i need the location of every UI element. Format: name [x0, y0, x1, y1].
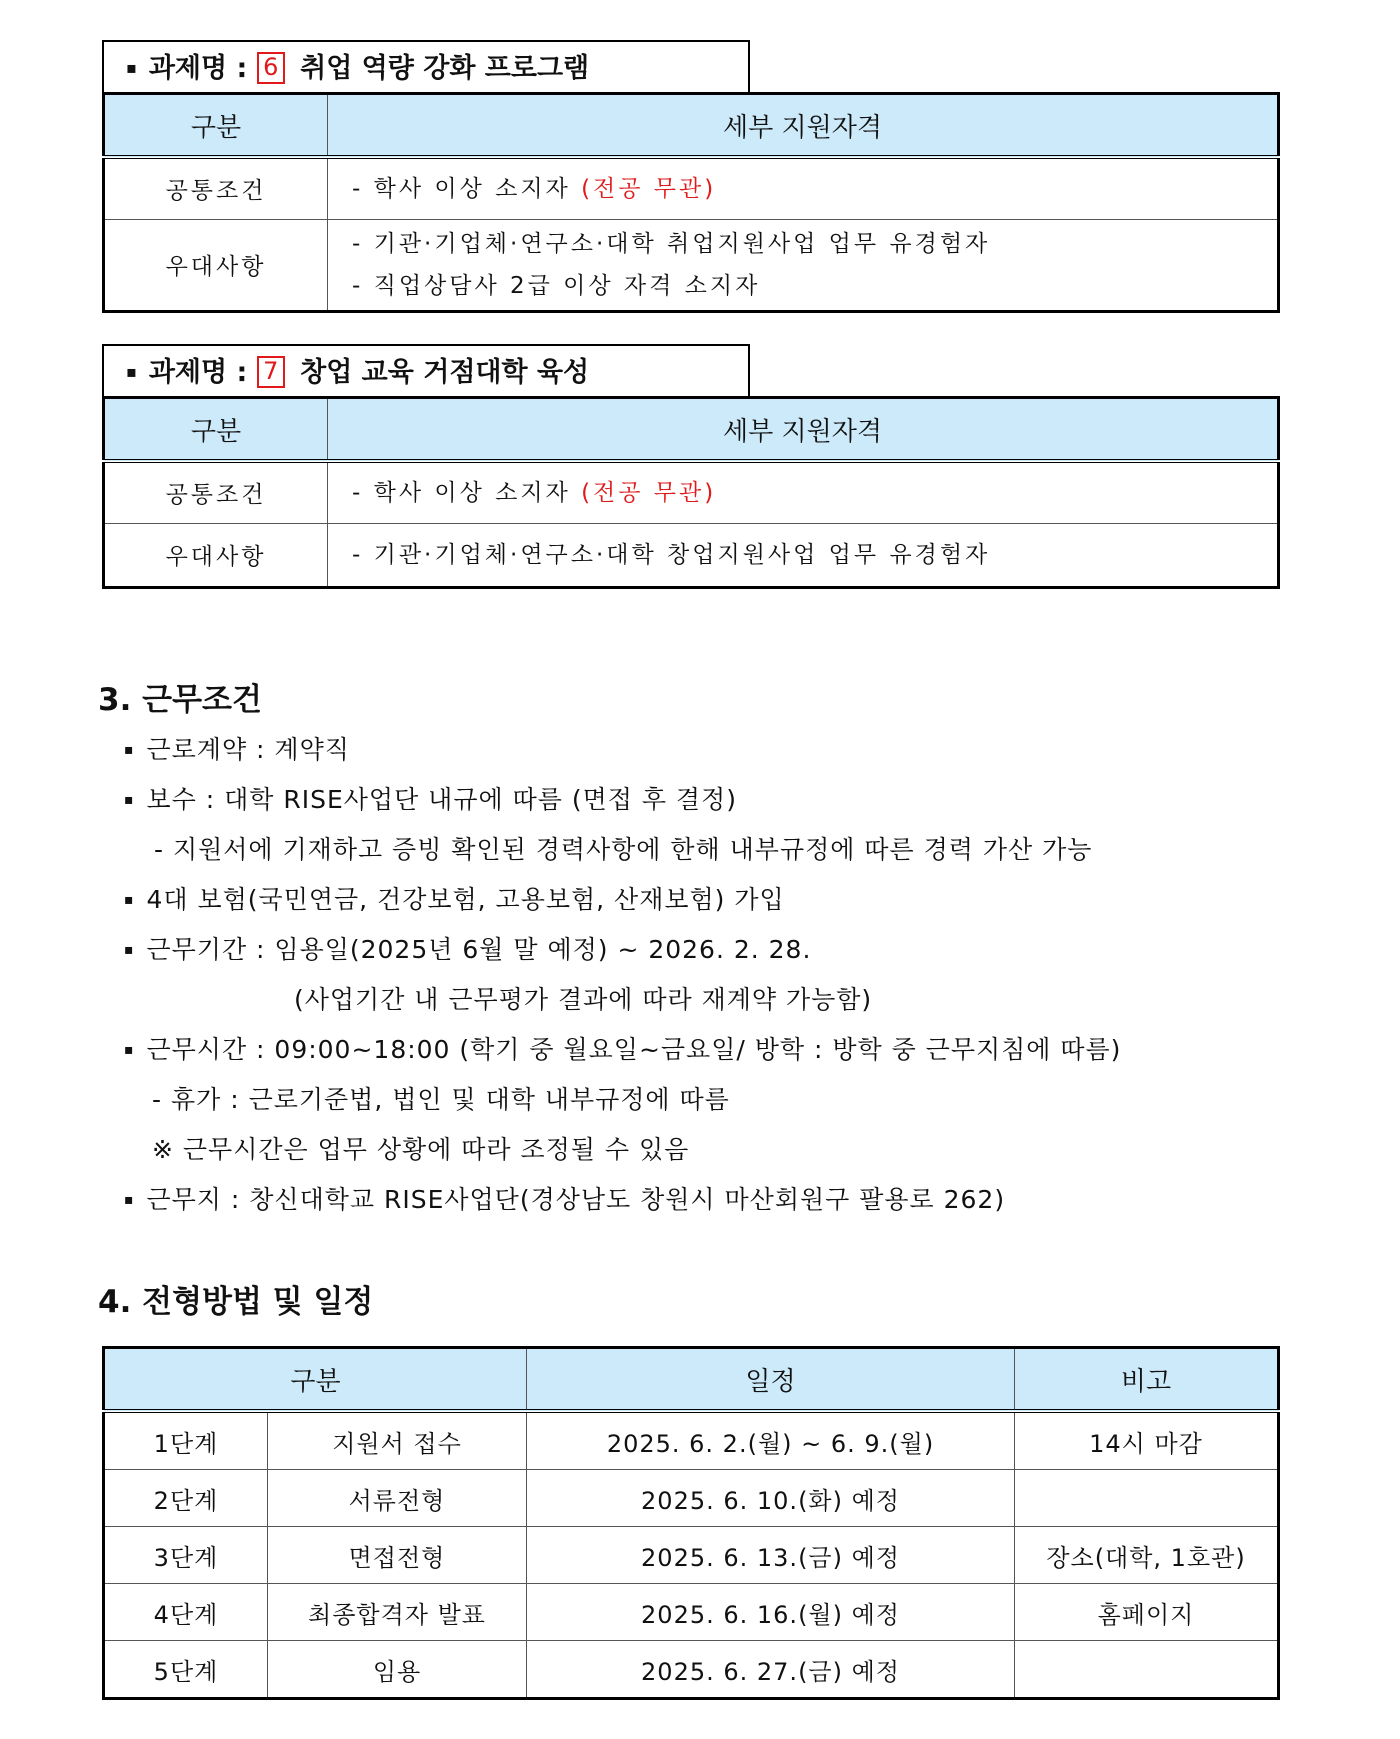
task7-table	[102, 396, 1280, 589]
square-bullet-icon: ▪	[124, 942, 135, 958]
work-condition-item: ▪ 근무지 : 창신대학교 RISE사업단(경상남도 창원시 마산회원구 팔용로 262)	[124, 1185, 1006, 1214]
task6-pref-detail	[328, 219, 1279, 311]
date-cell: 2025. 6. 16.(월) 예정	[527, 1584, 1015, 1641]
task6-common-note: (전공 무관)	[581, 175, 717, 202]
stage-cell: 2단계	[104, 1470, 268, 1527]
section4-title: 4. 전형방법 및 일정	[98, 1284, 374, 1320]
section3-title: 3. 근무조건	[98, 682, 262, 718]
table-row	[104, 1527, 1279, 1584]
square-bullet-icon: ▪	[126, 362, 137, 381]
task6-title-text: 취업 역량 강화 프로그램	[300, 53, 590, 84]
task7-pref-item: - 기관·기업체·연구소·대학 창업지원사업 업무 유경험자	[352, 541, 991, 568]
task6-pref-item: - 직업상담사 2급 이상 자격 소지자	[352, 272, 761, 299]
table-row	[104, 1584, 1279, 1641]
task6-pref-label: 우대사항	[104, 219, 328, 311]
date-cell: 2025. 6. 27.(금) 예정	[527, 1641, 1015, 1699]
stage-name-cell: 임용	[268, 1641, 527, 1699]
task7-common-detail	[328, 461, 1279, 523]
task7-header-category: 구분	[104, 398, 328, 462]
stage-cell: 3단계	[104, 1527, 268, 1584]
square-bullet-icon: ▪	[124, 892, 135, 908]
task6-common-detail	[328, 157, 1279, 219]
task7-common-label: 공통조건	[104, 461, 328, 523]
work-condition-item: ▪ 보수 : 대학 RISE사업단 내규에 따름 (면접 후 결정)	[124, 785, 737, 814]
task7-title-label: 과제명 :	[148, 357, 248, 388]
task6-title-label: 과제명 :	[148, 53, 248, 84]
date-cell: 2025. 6. 13.(금) 예정	[527, 1527, 1015, 1584]
work-condition-item: ▪ 근로계약 : 계약직	[124, 735, 350, 764]
work-condition-subitem: - 휴가 : 근로기준법, 법인 및 대학 내부규정에 따름	[152, 1085, 730, 1114]
note-cell: 홈페이지	[1015, 1584, 1279, 1641]
schedule-header-note: 비고	[1015, 1348, 1279, 1412]
task6-pref-item: - 기관·기업체·연구소·대학 취업지원사업 업무 유경험자	[352, 230, 991, 257]
task6-common-text: - 학사 이상 소지자	[352, 175, 582, 202]
task7-pref-label: 우대사항	[104, 523, 328, 587]
square-bullet-icon: ▪	[124, 1042, 135, 1058]
square-bullet-icon: ▪	[124, 1192, 135, 1208]
note-cell: 장소(대학, 1호관)	[1015, 1527, 1279, 1584]
note-cell: 14시 마감	[1015, 1411, 1279, 1470]
date-cell: 2025. 6. 2.(월) ~ 6. 9.(월)	[527, 1411, 1015, 1470]
work-condition-subitem: (사업기간 내 근무평가 결과에 따라 재계약 가능함)	[294, 985, 873, 1014]
table-row	[104, 1470, 1279, 1527]
work-condition-note: ※ 근무시간은 업무 상황에 따라 조정될 수 있음	[152, 1135, 690, 1164]
task7-number-badge: 7	[257, 356, 285, 388]
task6-title	[102, 40, 750, 92]
task7-common-text: - 학사 이상 소지자	[352, 479, 582, 506]
task6-table	[102, 92, 1280, 313]
task6-number-badge: 6	[257, 52, 285, 84]
stage-name-cell: 최종합격자 발표	[268, 1584, 527, 1641]
stage-cell: 5단계	[104, 1641, 268, 1699]
stage-name-cell: 면접전형	[268, 1527, 527, 1584]
task7-title-text: 창업 교육 거점대학 육성	[300, 357, 590, 388]
task7-title	[102, 344, 750, 396]
square-bullet-icon: ▪	[126, 58, 137, 77]
date-cell: 2025. 6. 10.(화) 예정	[527, 1470, 1015, 1527]
work-condition-item: ▪ 근무기간 : 임용일(2025년 6월 말 예정) ~ 2026. 2. 28.	[124, 935, 812, 964]
stage-name-cell: 지원서 접수	[268, 1411, 527, 1470]
task6-header-detail: 세부 지원자격	[328, 94, 1279, 158]
work-condition-item: ▪ 4대 보험(국민연금, 건강보험, 고용보험, 산재보험) 가입	[124, 885, 785, 914]
stage-cell: 4단계	[104, 1584, 268, 1641]
square-bullet-icon: ▪	[124, 742, 135, 758]
schedule-header-category: 구분	[104, 1348, 527, 1412]
task7-pref-detail	[328, 523, 1279, 587]
task6-common-label: 공통조건	[104, 157, 328, 219]
task7-header-detail: 세부 지원자격	[328, 398, 1279, 462]
stage-name-cell: 서류전형	[268, 1470, 527, 1527]
task6-header-category: 구분	[104, 94, 328, 158]
square-bullet-icon: ▪	[124, 792, 135, 808]
note-cell	[1015, 1641, 1279, 1699]
table-row	[104, 1411, 1279, 1470]
schedule-table	[102, 1346, 1280, 1700]
note-cell	[1015, 1470, 1279, 1527]
work-condition-item: ▪ 근무시간 : 09:00~18:00 (학기 중 월요일~금요일/ 방학 : 방학 중 근무지침에 따름)	[124, 1035, 1122, 1064]
task7-common-note: (전공 무관)	[581, 479, 717, 506]
stage-cell: 1단계	[104, 1411, 268, 1470]
table-row	[104, 1641, 1279, 1699]
work-condition-subitem: - 지원서에 기재하고 증빙 확인된 경력사항에 한해 내부규정에 따른 경력 가산 가능	[154, 835, 1093, 864]
schedule-header-date: 일정	[527, 1348, 1015, 1412]
